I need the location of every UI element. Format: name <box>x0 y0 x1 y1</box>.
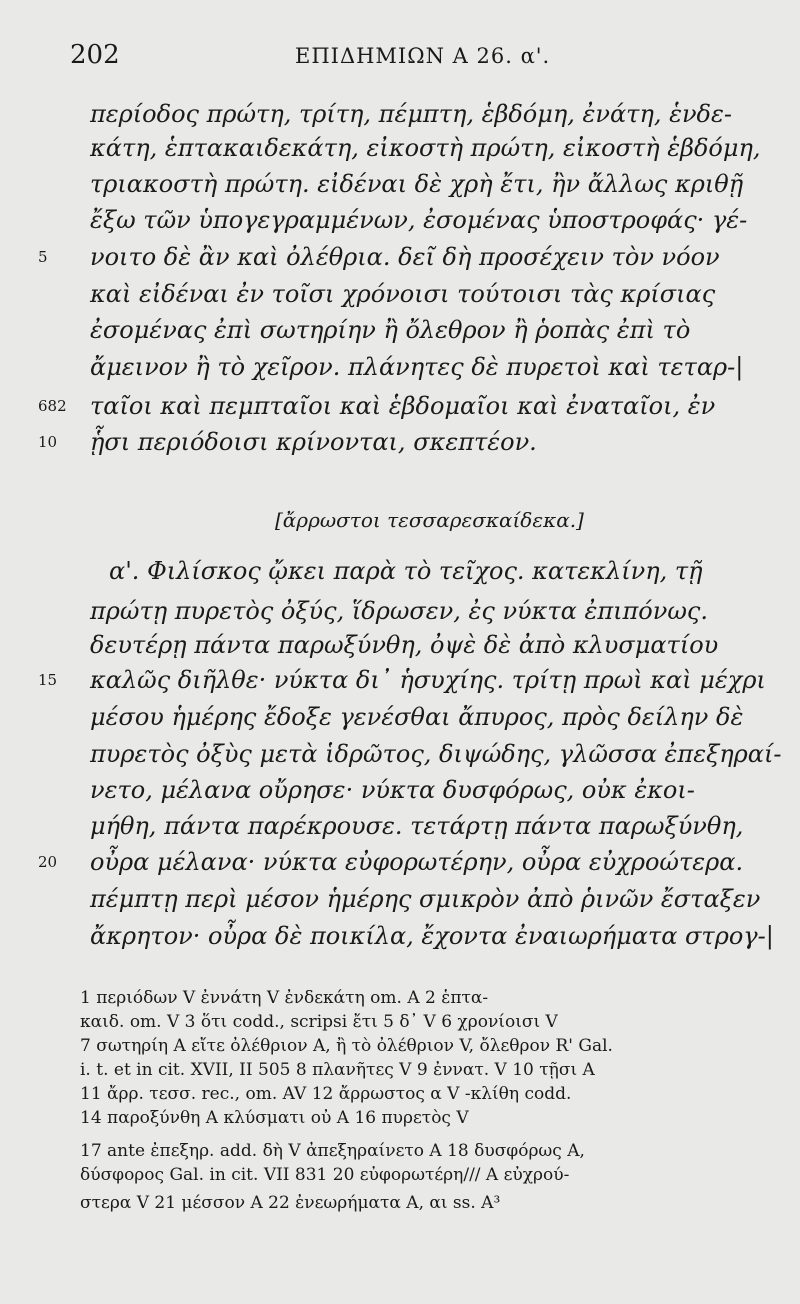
text-line: ἄμεινον ἢ τὸ χεῖρον. πλάνητες δὲ πυρετοὶ καὶ τεταρ-| <box>90 353 744 381</box>
footnote-line: 1 περιόδων V ἐννάτη V ἐνδεκάτη om. A 2 ἑπτα- <box>80 988 489 1008</box>
footnote-line: δύσφορος Gal. in cit. VII 831 20 εὐφορωτέρη/// A εὐχρού- <box>80 1165 570 1185</box>
text-line: καὶ εἰδέναι ἐν τοῖσι χρόνοισι τούτοισι τὰς κρίσιας <box>90 280 716 308</box>
text-line: νοιτο δὲ ἂν καὶ ὀλέθρια. δεῖ δὴ προσέχειν τὸν νόον <box>90 243 720 271</box>
page-number: 202 <box>70 40 120 70</box>
line-number: 682 <box>38 397 67 415</box>
footnote-line: 11 ἄρρ. τεσσ. rec., om. AV 12 ἄρρωστος α V -κλίθη codd. <box>80 1084 572 1104</box>
footnote-line: 7 σωτηρίη A εἴτε ὀλέθριον A, ἢ τὸ ὀλέθριον V, ὄλεθρον R' Gal. <box>80 1036 613 1056</box>
footnote-line: καιδ. om. V 3 ὅτι codd., scripsi ἔτι 5 δ᾿ V 6 χρονίοισι V <box>80 1012 558 1032</box>
line-number: 10 <box>38 433 58 451</box>
text-line: καλῶς διῆλθε· νύκτα δι᾿ ἡσυχίης. τρίτῃ πρωὶ καὶ μέχρι <box>90 666 766 694</box>
line-number: 20 <box>38 853 58 871</box>
text-line: πέμπτῃ περὶ μέσον ἡμέρης σμικρὸν ἀπὸ ῥινῶν ἔσταξεν <box>90 885 761 913</box>
text-line: α'. Φιλίσκος ᾤκει παρὰ τὸ τεῖχος. κατεκλίνη, τῇ <box>109 557 703 585</box>
section-heading: [ἄρρωστοι τεσσαρεσκαίδεκα.] <box>275 508 584 532</box>
text-line: ᾗσι περιόδοισι κρίνονται, σκεπτέον. <box>90 428 537 456</box>
footnote-line: i. t. et in cit. XVII, II 505 8 πλανῆτες V 9 ἐννατ. V 10 τῇσι A <box>80 1060 595 1080</box>
text-line: πυρετὸς ὀξὺς μετὰ ἱδρῶτος, διψώδης, γλῶσσα ἐπεξηραί- <box>90 740 782 768</box>
footnote-line: 14 παροξύνθη A κλύσματι οὐ A 16 πυρετὸς V <box>80 1108 469 1128</box>
text-line: ἐσομένας ἐπὶ σωτηρίην ἢ ὄλεθρον ἢ ῥοπὰς ἐπὶ τὸ <box>90 316 691 344</box>
text-line: περίοδος πρώτη, τρίτη, πέμπτη, ἑβδόμη, ἐνάτη, ἑνδε- <box>90 100 732 128</box>
text-line: ἄκρητον· οὖρα δὲ ποικίλα, ἔχοντα ἐναιωρήματα στρογ-| <box>90 922 774 950</box>
text-line: κάτη, ἑπτακαιδεκάτη, εἰκοστὴ πρώτη, εἰκοστὴ ἑβδόμη, <box>90 134 761 162</box>
text-line: τριακοστὴ πρώτη. εἰδέναι δὲ χρὴ ἔτι, ἢν ἄλλως κριθῇ <box>90 170 744 198</box>
footnote-line: στερα V 21 μέσσον A 22 ἐνεωρήματα A, αι ss. A³ <box>80 1193 501 1213</box>
text-line: δευτέρῃ πάντα παρωξύνθη, ὀψὲ δὲ ἀπὸ κλυσματίου <box>90 631 719 659</box>
line-number: 5 <box>38 248 48 266</box>
text-line: πρώτῃ πυρετὸς ὀξύς, ἵδρωσεν, ἐς νύκτα ἐπιπόνως. <box>90 597 708 625</box>
page-header <box>0 40 800 80</box>
line-number: 15 <box>38 671 58 689</box>
text-line: ταῖοι καὶ πεμπταῖοι καὶ ἑβδομαῖοι καὶ ἐναταῖοι, ἐν <box>90 392 716 420</box>
running-title: ΕΠΙΔΗΜΙΩΝ Α 26. α'. <box>295 44 551 68</box>
text-line: μέσου ἡμέρης ἔδοξε γενέσθαι ἄπυρος, πρὸς δείλην δὲ <box>90 703 744 731</box>
text-line: μήθη, πάντα παρέκρουσε. τετάρτῃ πάντα παρωξύνθη, <box>90 812 744 840</box>
text-line: ἔξω τῶν ὑπογεγραμμένων, ἐσομένας ὑποστροφάς· γέ- <box>90 206 748 234</box>
text-line: νετο, μέλανα οὔρησε· νύκτα δυσφόρως, οὐκ ἐκοι- <box>90 776 695 804</box>
footnote-line: 17 ante ἐπεξηρ. add. δὴ V ἀπεξηραίνετο A 18 δυσφόρως A, <box>80 1141 585 1161</box>
text-line: οὖρα μέλανα· νύκτα εὐφορωτέρην, οὖρα εὐχροώτερα. <box>90 848 744 876</box>
